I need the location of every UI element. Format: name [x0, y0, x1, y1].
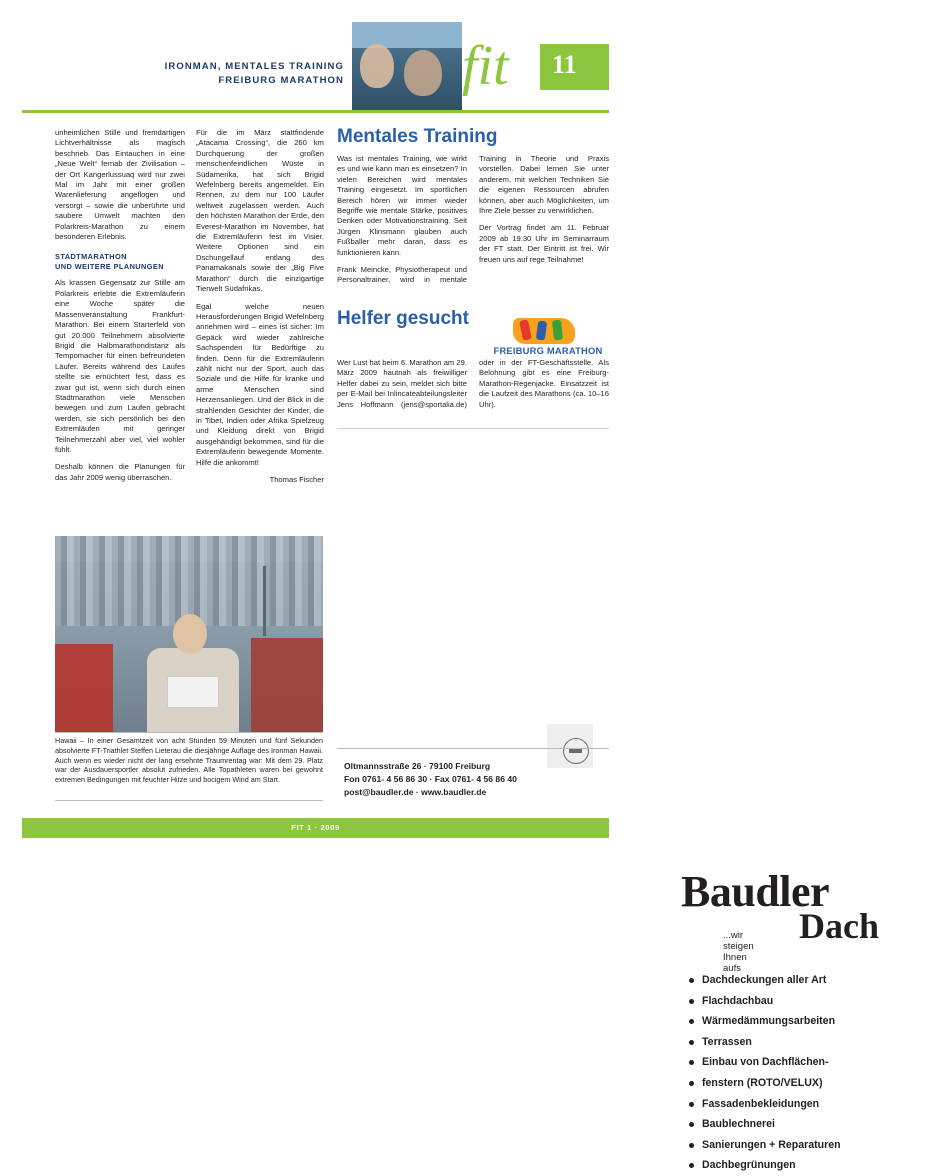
advert-divider [337, 748, 609, 749]
advert-claim: ...wir steigen Ihnen aufs [723, 930, 754, 974]
left-section-heading-line2: UND WEITERE PLANUNGEN [55, 262, 164, 272]
advert-brand-line2: Dach [799, 906, 879, 946]
helper-body [337, 358, 609, 414]
list-item: Sanierungen + Reparaturen [689, 1135, 939, 1156]
footer-label: FIT 1 · 2009 [291, 823, 340, 832]
advert-service-list [689, 970, 939, 1176]
advert-address-line1: Oltmannsstraße 26 · 79100 Freiburg [344, 761, 491, 771]
caption-bottom-rule [55, 800, 323, 801]
photo-red-left [55, 644, 113, 732]
photo-athlete-head [173, 614, 207, 654]
mental-training-body [337, 154, 609, 286]
photo-crowd [55, 536, 323, 626]
advert-address-line2: Fon 0761- 4 56 86 30 · Fax 0761- 4 56 86 40 [344, 774, 517, 784]
photo-person-left [360, 44, 394, 88]
article-photo-hawaii [55, 536, 323, 732]
left-section-heading [55, 252, 185, 272]
header-kicker-line1: IRONMAN, MENTALES TRAINING [164, 61, 344, 72]
mental-paragraph-3: Der Vortrag findet am 11. Februar 2009 ab 19.30 Uhr im Seminarraum der FT statt. Der Eintritt ist frei. Wir freuen uns auf rege Teilnahme! [479, 223, 609, 264]
logo-label: FREIBURG MARATHON [493, 345, 603, 356]
page-header [22, 22, 609, 110]
masthead-wordmark: fit [462, 35, 509, 97]
left-paragraph-1: unheimlichen Stille und fremdartigen Lichtverhältnisse als magisch beschrieb. Das Eintauchen in eine „Neue Welt“ fernab der Zivilisation – der Ort Kangerlussuaq wird nur zwei Mal im Jahr mit einer großen Warenlieferung angeflogen und versorgt – sowie die unberührte und saubere Umwelt machten den Polarkreis-Marathon zu einem besonderen Erlebnis. [55, 128, 185, 242]
mental-training-heading: Mentales Training [337, 126, 498, 147]
advert-address-line3: post@baudler.de · www.baudler.de [344, 787, 487, 797]
header-kicker [165, 60, 344, 88]
advert-baudler [337, 430, 879, 1172]
advert-top-rule [337, 428, 609, 429]
page-number: 11 [552, 50, 577, 79]
list-item: Dachbegrünungen [689, 1155, 939, 1176]
left-paragraph-2: Als krassen Gegensatz zur Stille am Polarkreis erlebte die Extremläuferin eine Woche später die Massenveranstaltung Frankfurt-Marathon. Bei einem Starterfeld von gut 20.000 Teilnehmern absolvierte Brigid die Halbmarathondistanz als Tempomacher für einen befreundeten Läufer. Bereits während des Laufes stellte sie ernüchtert fest, dass es zwar gut ist, wenn sich durch einen Stadtmarathon viele Menschen bewegen und zum Laufen gebracht werden, sie sich persönlich bei den Extremläufen mit geringer Teilnehmerzahl aber viel, viel wohler fühlt. [55, 278, 185, 454]
photo-race-bib [167, 676, 219, 708]
advert-brand-line1: Baudler [681, 867, 830, 916]
freiburg-marathon-logo [487, 318, 609, 360]
logo-runner-green-icon [552, 320, 563, 341]
middle-paragraph-1: Für die im März stattfindende „Atacama Crossing“, die 260 km Durchquerung der großen menschenfeindlichen Wüste in Südamerika, hat sich Brigid Wefelnberg bereits angemeldet. Ein Rennen, zu dem nur 100 Läufer weltweit zugelassen werden. Auch den höchsten Marathon der Erde, den Everest-Marathon im November, hat die Extremläuferin fest im Visier. Weitere Optionen sind ein Dschungellauf entlang des Panamakanals sowie der „Big Five Marathon“ durch die einzigartige Tierwelt Südafrikas. [196, 128, 324, 294]
article-signature: Thomas Fischer [269, 475, 324, 484]
page-footer [22, 818, 609, 838]
helper-heading: Helfer gesucht [337, 308, 469, 329]
header-kicker-line2: FREIBURG MARATHON [218, 75, 344, 86]
advert-address [344, 760, 574, 799]
middle-paragraph-2: Egal welche neuen Herausforderungen Brigid Wefelnberg annehmen wird – eines ist sicher: Im Gepäck wird wieder zahlreiche Sachspenden für Bedürftige zu finden. Denn für die Extremläuferin zählt nicht nur der Sport, auch das Soziale und die Hilfe für kranke und arme Menschen sind Herzensanliegen. Und der Blick in die strahlenden Gesichter der Kinder, die in Tibet, Indien oder Afrika Spielzeug und Kleidung direkt von Brigid ausgehändigt bekommen, sind für die Extremläuferin bewegende Momente. Hilfe die ankommt! [196, 301, 324, 467]
helper-paragraph: Wer Lust hat beim 6. Marathon am 29. März 2009 hautnah als freiwilliger Helfer dabei zu sein, meldet sich bitte per E-Mail bei Inlincateabteilungsleiter Jens Hoffmann (jens@sportalia.de) oder in der FT-Geschäftsstelle. Als Belohnung gibt es eine Freiburg-Marathon-Regenjacke. Einsatzzeit ist die Laufzeit des Marathons (ca. 10–16 Uhr). [337, 358, 609, 409]
left-paragraph-3: Deshalb können die Planungen für das Jahr 2009 wenig überraschen. [55, 462, 185, 482]
header-kicker-area [22, 22, 352, 110]
article-column-middle [196, 128, 324, 492]
header-photo [352, 22, 462, 110]
list-item: Wärmedämmungsarbeiten [689, 1011, 939, 1032]
photo-flagpole [263, 566, 266, 636]
mental-paragraph-2: Frank Meincke, Physiotherapeut und Personaltrainer, wird in mentale Training in Theorie und Praxis vorstellen. Dabei lernen Sie unter anderem, mit welchen Techniken Sie die eigenen Ressourcen abrufen können, aber auch Möglichkeiten, um Ihre Ziele besser zu verwirklichen. [337, 154, 609, 285]
list-item: Dachdeckungen aller Art [689, 970, 939, 991]
article-column-left [55, 128, 185, 490]
list-item: Einbau von Dachflächen- [689, 1052, 939, 1073]
left-section-heading-line1: STADTMARATHON [55, 252, 127, 262]
photo-sky [352, 22, 462, 48]
list-item-continuation: fenstern (ROTO/VELUX) [689, 1073, 939, 1094]
photo-person-right [404, 50, 442, 96]
photo-red-right [251, 638, 323, 732]
list-item: Terrassen [689, 1032, 939, 1053]
caption-top-rule [55, 732, 323, 733]
photo-caption: Hawaii – In einer Gesamtzeit von acht Stunden 59 Minuten und fünf Sekunden absolvierte FT-Triathlet Steffen Lieterau die diesjährige Auflage des Ironman Hawaii. Auch wenn es wieder nicht der lang ersehnte Traumrentag war: Mit dem 29. Platz war der Ausdauersportler absolut zufrieden. Alle Topathleten waren bei gewohnt extremen Bedingungen mit feuchter Hitze und bocigem Wind am Start. [55, 736, 323, 785]
list-item: Baublechnerei [689, 1114, 939, 1135]
list-item: Flachdachbau [689, 991, 939, 1012]
mental-paragraph-1: Was ist mentales Training, wie wirkt es und wie kann man es einsetzen? In vielen Bereichen wird mentales Training eingesetzt. Im sportlichen Bereich hören wir immer wieder Begriffe wie mentale Stärke, positives Denken oder Motivationstraining. Seit Jürgen Klinsmann glauben auch Fußballer mehr daran, dass es funktionieren kann. [337, 154, 467, 257]
header-divider [22, 110, 609, 113]
list-item: Fassadenbekleidungen [689, 1094, 939, 1115]
